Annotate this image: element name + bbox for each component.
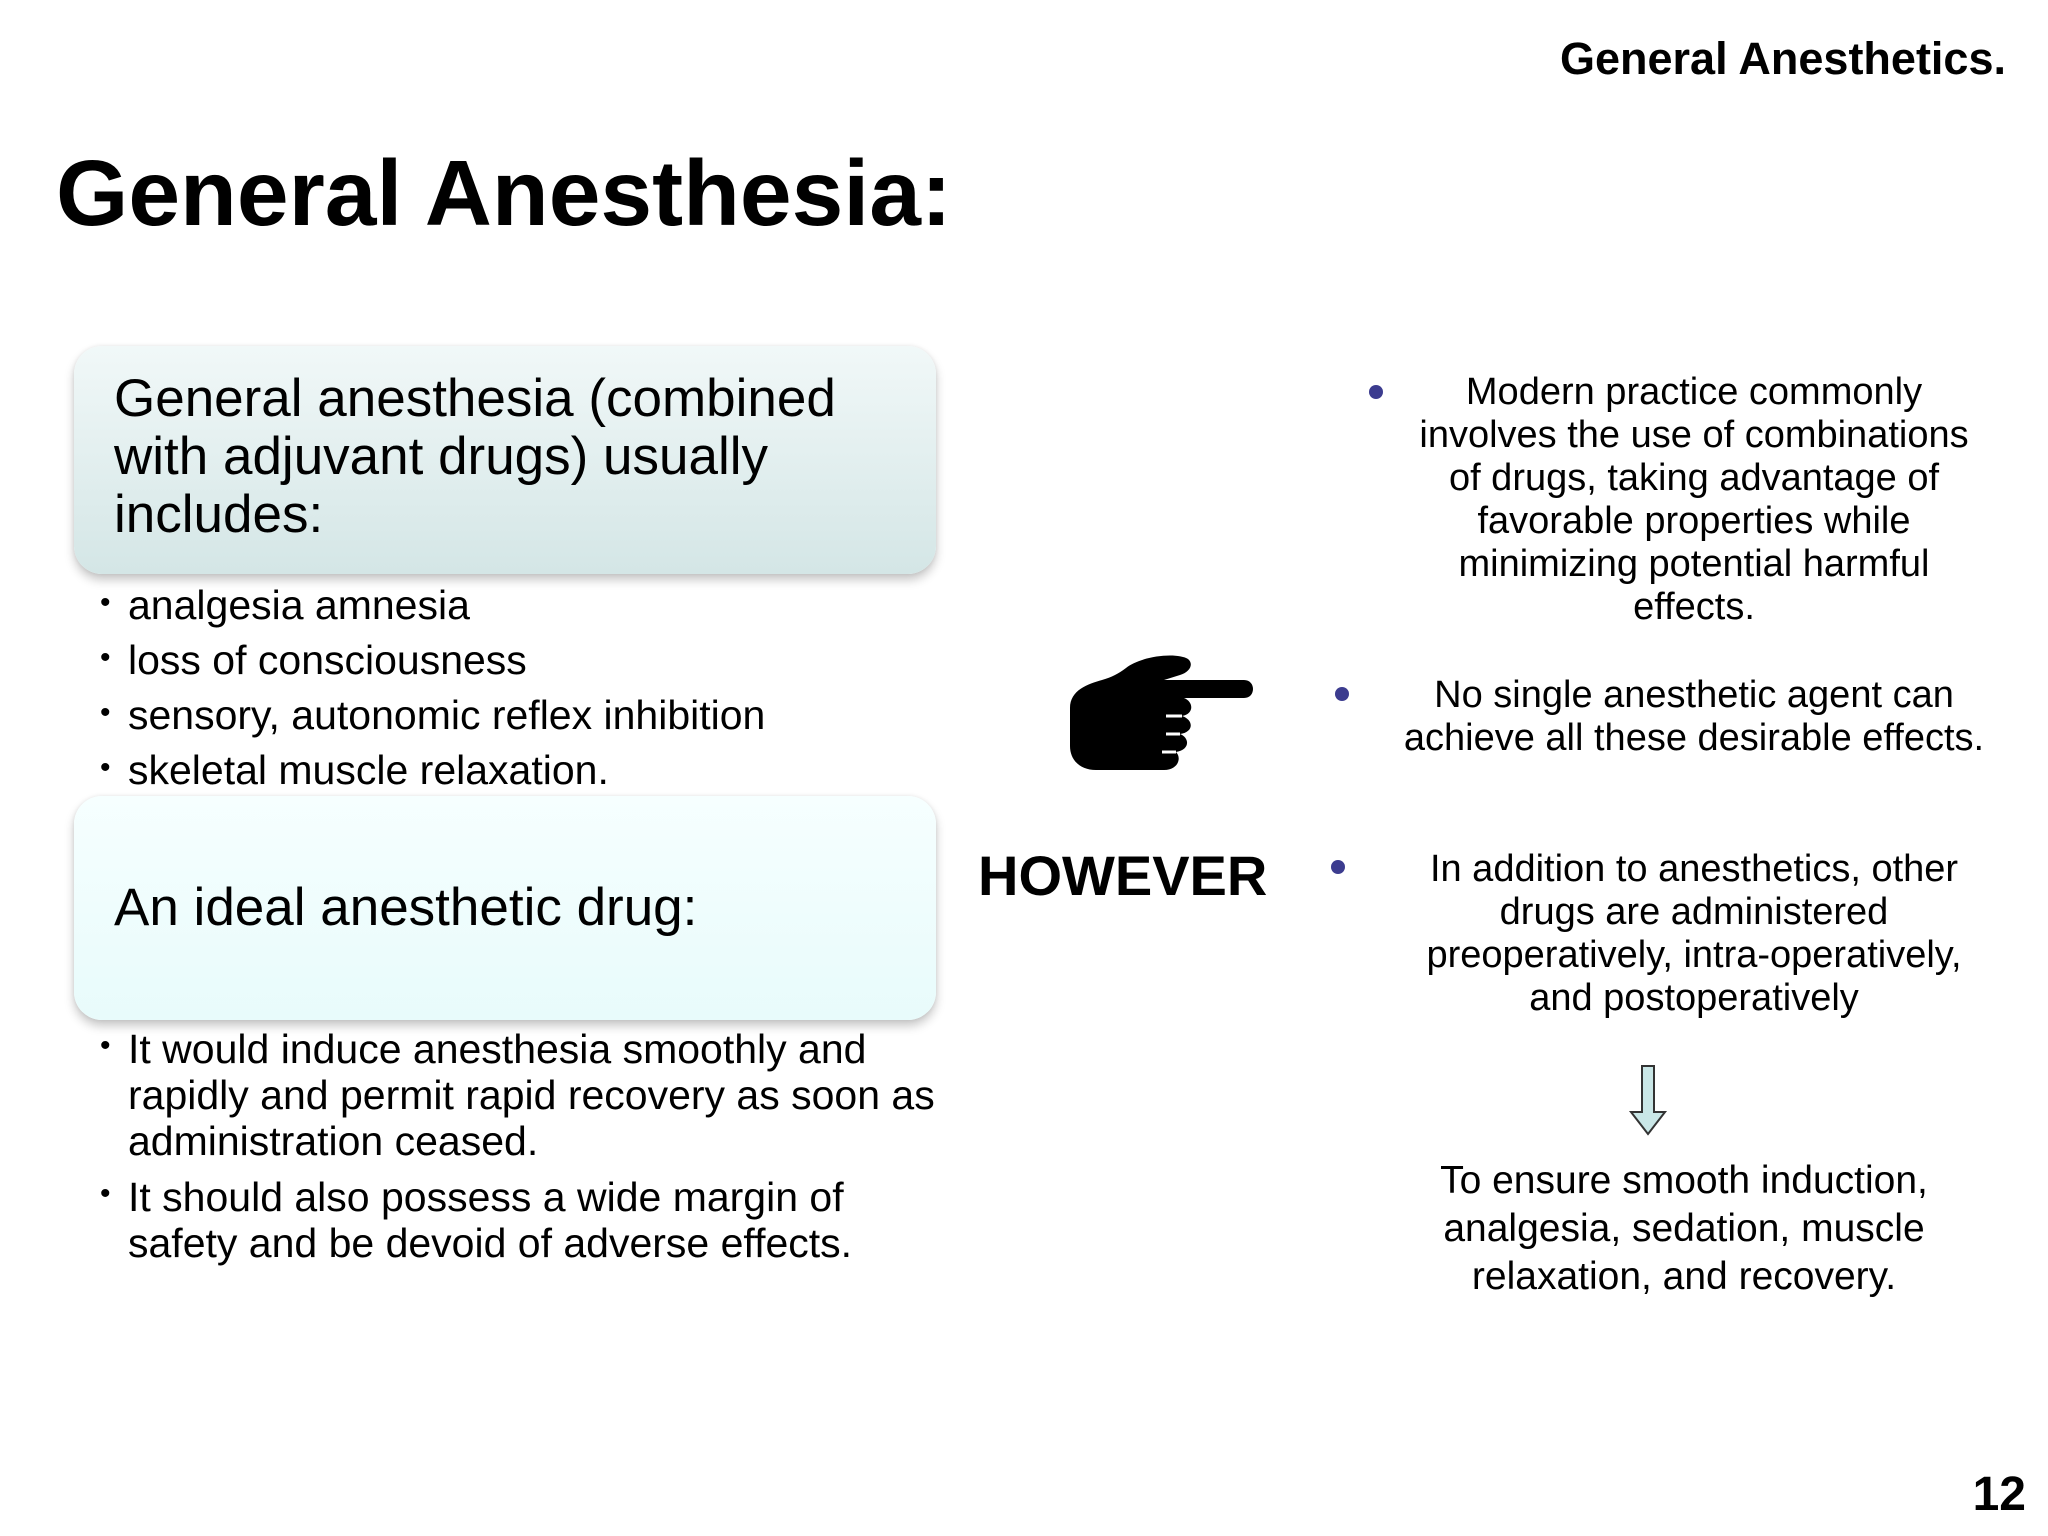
however-label: HOWEVER <box>978 844 1268 907</box>
right-point: No single anesthetic agent can achieve all these desirable effects. <box>1403 674 1985 759</box>
page-number: 12 <box>1972 1468 2026 1521</box>
list-item: • loss of consciousness <box>100 633 960 688</box>
conclusion-text: To ensure smooth induction, analgesia, sedation, muscle relaxation, and recovery. <box>1440 1159 1928 1298</box>
bullet-icon <box>1366 382 1386 402</box>
header-title: General Anesthetics. <box>1559 33 2006 84</box>
right-point: In addition to anesthetics, other drugs are administered preoperatively, intra-operatively, and postoperatively <box>1426 848 1962 1019</box>
includes-box-text: General anesthesia (combined with adjuvant drugs) usually includes: <box>114 369 836 544</box>
list-item: • analgesia amnesia <box>100 578 960 633</box>
includes-list <box>100 578 960 798</box>
ideal-drug-box-text: An ideal anesthetic drug: <box>114 878 698 937</box>
pointing-hand-icon <box>1066 650 1260 778</box>
list-item: • skeletal muscle relaxation. <box>100 743 960 798</box>
slide-title: General Anesthesia: <box>56 141 952 245</box>
bullet-icon <box>1332 684 1352 704</box>
includes-box <box>74 346 936 574</box>
right-point: Modern practice commonly involves the use of combinations of drugs, taking advantage of favorable properties while minimizing potential harmful effects. <box>1419 371 1969 628</box>
list-item: • It would induce anesthesia smoothly and rapidly and permit rapid recovery as soon as administration ceased. <box>100 1026 940 1164</box>
ideal-drug-box <box>74 796 936 1020</box>
list-item: • It should also possess a wide margin of safety and be devoid of adverse effects. <box>100 1174 940 1266</box>
bullet-icon <box>1328 857 1348 877</box>
list-item: • sensory, autonomic reflex inhibition <box>100 688 960 743</box>
down-arrow-icon <box>1628 1064 1668 1136</box>
ideal-drug-list <box>100 1026 940 1276</box>
